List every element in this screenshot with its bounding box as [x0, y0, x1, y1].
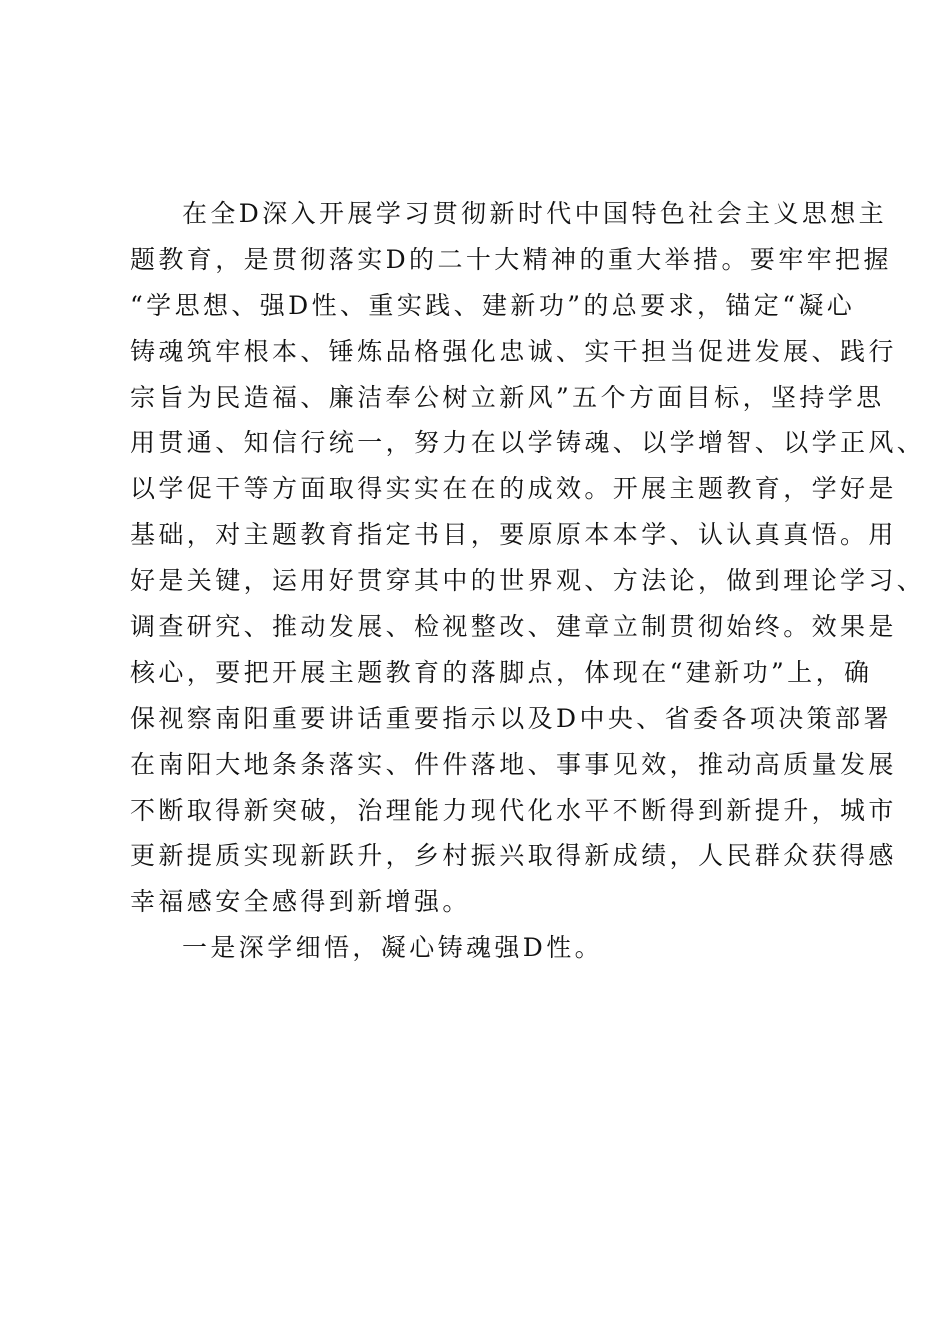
paragraph-line: 核心，要把开展主题教育的落脚点，体现在“建新功”上，确	[130, 657, 873, 687]
paragraph-line: 用贯通、知信行统一，努力在以学铸魂、以学增智、以学正风、	[130, 428, 926, 458]
section-heading-paragraph	[130, 925, 850, 971]
section-heading-line: 一是深学细悟，凝心铸魂强D性。	[182, 933, 604, 963]
paragraph-line: 保视察南阳重要讲话重要指示以及D中央、省委各项决策部署	[130, 703, 892, 733]
paragraph-line: “学思想、强D性、重实践、建新功”的总要求，锚定“凝心	[130, 290, 856, 320]
document-body	[130, 191, 926, 971]
paragraph-line: 在全D深入开展学习贯彻新时代中国特色社会主义思想主	[182, 199, 888, 228]
paragraph-line: 基础，对主题教育指定书目，要原原本本学、认认真真悟。用	[130, 520, 897, 550]
paragraph-line: 更新提质实现新跃升，乡村振兴取得新成绩，人民群众获得感	[130, 841, 897, 871]
body-paragraph	[130, 191, 926, 925]
paragraph-line: 调查研究、推动发展、检视整改、建章立制贯彻始终。效果是	[130, 612, 897, 642]
paragraph-line: 在南阳大地条条落实、件件落地、事事见效，推动高质量发展	[130, 749, 897, 779]
paragraph-line: 题教育，是贯彻落实D的二十大精神的重大举措。要牢牢把握	[130, 244, 892, 274]
paragraph-line: 以学促干等方面取得实实在在的成效。开展主题教育，学好是	[130, 474, 897, 504]
paragraph-line: 铸魂筑牢根本、锤炼品格强化忠诚、实干担当促进发展、践行	[130, 336, 897, 366]
paragraph-line: 好是关键，运用好贯穿其中的世界观、方法论，做到理论学习、	[130, 566, 926, 596]
paragraph-line: 不断取得新突破，治理能力现代化水平不断得到新提升，城市	[130, 795, 897, 825]
paragraph-line: 宗旨为民造福、廉洁奉公树立新风”五个方面目标，坚持学思	[130, 382, 885, 412]
paragraph-line: 幸福感安全感得到新增强。	[130, 887, 471, 917]
